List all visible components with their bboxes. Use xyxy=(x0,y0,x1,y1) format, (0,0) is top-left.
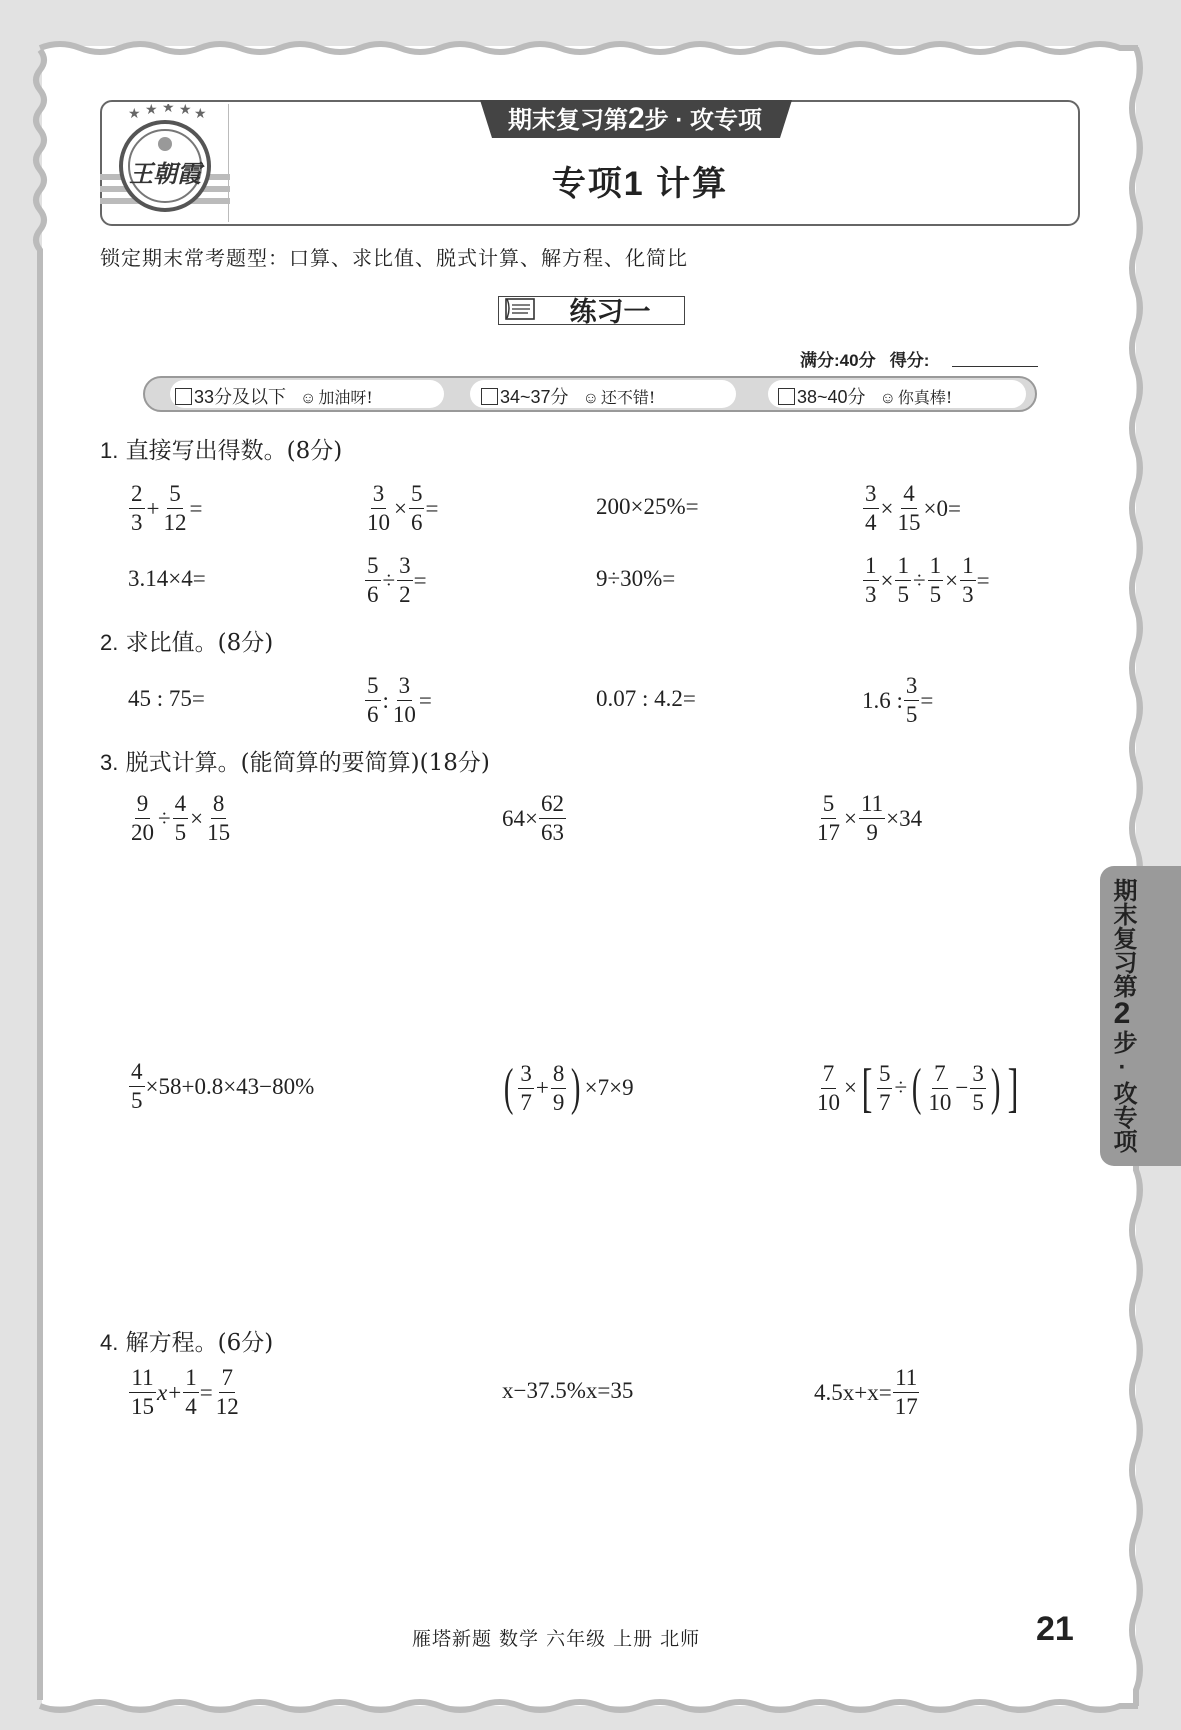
footer-text: 雁塔新题 数学 六年级 上册 北师 xyxy=(412,1628,701,1650)
side-tab-step: 2 xyxy=(1113,997,1131,1030)
side-tab-text xyxy=(1104,878,1140,1153)
svg-text:★: ★ xyxy=(194,106,207,122)
expr-1-7: 9÷30%= xyxy=(596,566,676,591)
expr-3-1: $\frac{9}{20}$ ÷ $\frac{4}{5}$ × $\frac{8}{15}$ xyxy=(131,791,231,845)
expr-2-4: 1.6 : $\frac{3}{5}$ = xyxy=(862,673,934,727)
rating-checkbox-3[interactable] xyxy=(778,388,795,405)
exercise-title: 练习一 xyxy=(569,297,651,327)
svg-text:★: ★ xyxy=(145,104,158,118)
rating-checkbox-2[interactable] xyxy=(481,388,498,405)
svg-text:★: ★ xyxy=(128,106,141,122)
smile-face-icon: ☺ xyxy=(879,390,896,407)
expr-1-1: 2 3 + $\frac{5}{12}$ = xyxy=(131,481,203,535)
logo-seal xyxy=(100,104,230,222)
smile-face-icon: ☺ xyxy=(582,390,599,407)
expr-2-1: 45 : 75= xyxy=(128,686,205,711)
intro-text: 锁定期末常考题型：口算、求比值、脱式计算、解方程、化简比 xyxy=(100,246,688,270)
expr-4-3: 4.5x+x= $\frac{11}{17}$ xyxy=(814,1365,918,1419)
rating-option-1[interactable]: 33分及以下 ☺ 加油呀! xyxy=(175,383,373,409)
expr-1-8: $\frac{1}{3}$ × $\frac{1}{5}$ ÷ $\frac{1}{5}$ × $\frac{1}{3}$ = xyxy=(865,553,990,607)
logo-divider xyxy=(228,104,229,222)
question-3-title: 3. 脱式计算。(能简算的要简算)(18分) xyxy=(100,750,490,776)
step-badge-text: 期末复习第2步 · 攻专项 xyxy=(507,102,762,135)
expr-1-4: $\frac{3}{4}$ × $\frac{4}{15}$ ×0= xyxy=(865,481,961,535)
notebook-icon xyxy=(504,296,538,322)
expr-3-4: $\frac{4}{5}$ ×58+0.8×43−80% xyxy=(131,1059,315,1113)
expr-4-1: 11 15 x + $\frac{1}{4}$ = $\frac{7}{12}$ xyxy=(131,1365,239,1419)
expr-3-5: ( 3 7 + $\frac{8}{9}$ ) ×7×9 xyxy=(503,1059,634,1116)
expr-3-6: $\frac{7}{10}$ × [ $\frac{5}{7}$ ÷ ( 7 10 − $\frac{3}{5}$ ) ] xyxy=(817,1058,1019,1118)
score-label: 得分: xyxy=(889,351,930,370)
smile-face-icon: ☺ xyxy=(300,390,317,407)
side-tab-suffix: 步·攻专项 xyxy=(1109,1030,1136,1153)
rating-option-2[interactable]: 34~37分 ☺ 还不错! xyxy=(481,383,655,409)
page-title: 专项1 计算 xyxy=(551,165,729,203)
full-score-label: 满分:40分 xyxy=(800,351,876,370)
score-blank[interactable] xyxy=(952,366,1038,367)
score-line xyxy=(800,346,929,371)
expr-2-3: 0.07 : 4.2= xyxy=(596,686,696,711)
expr-1-2: $\frac{3}{10}$ × $\frac{5}{6}$ = xyxy=(367,481,439,535)
logo-text: 王朝霞 xyxy=(129,159,201,188)
expr-3-2: 64× $\frac{62}{63}$ xyxy=(502,791,564,845)
rating-option-3[interactable]: 38~40分 ☺ 你真棒! xyxy=(778,383,952,409)
side-tab-prefix: 期末复习第 xyxy=(1109,878,1136,998)
question-2-title: 2. 求比值。(8分) xyxy=(100,630,274,656)
svg-text:★: ★ xyxy=(162,104,175,116)
expr-4-2: x−37.5%x=35 xyxy=(502,1378,634,1403)
expr-1-3: 200×25%= xyxy=(596,494,699,519)
svg-text:★: ★ xyxy=(179,104,192,118)
expr-1-5: 3.14×4= xyxy=(128,566,206,591)
page-number: 21 xyxy=(1036,1610,1074,1648)
expr-2-2: 5 6 : $\frac{3}{10}$ = xyxy=(367,673,432,727)
question-1-title: 1. 直接写出得数。(8分) xyxy=(100,438,343,464)
rating-checkbox-1[interactable] xyxy=(175,388,192,405)
expr-1-6: $\frac{5}{6}$ ÷ $\frac{3}{2}$ = xyxy=(367,553,427,607)
question-4-title: 4. 解方程。(6分) xyxy=(100,1330,274,1356)
expr-3-3: $\frac{5}{17}$ × $\frac{11}{9}$ ×34 xyxy=(817,791,923,845)
